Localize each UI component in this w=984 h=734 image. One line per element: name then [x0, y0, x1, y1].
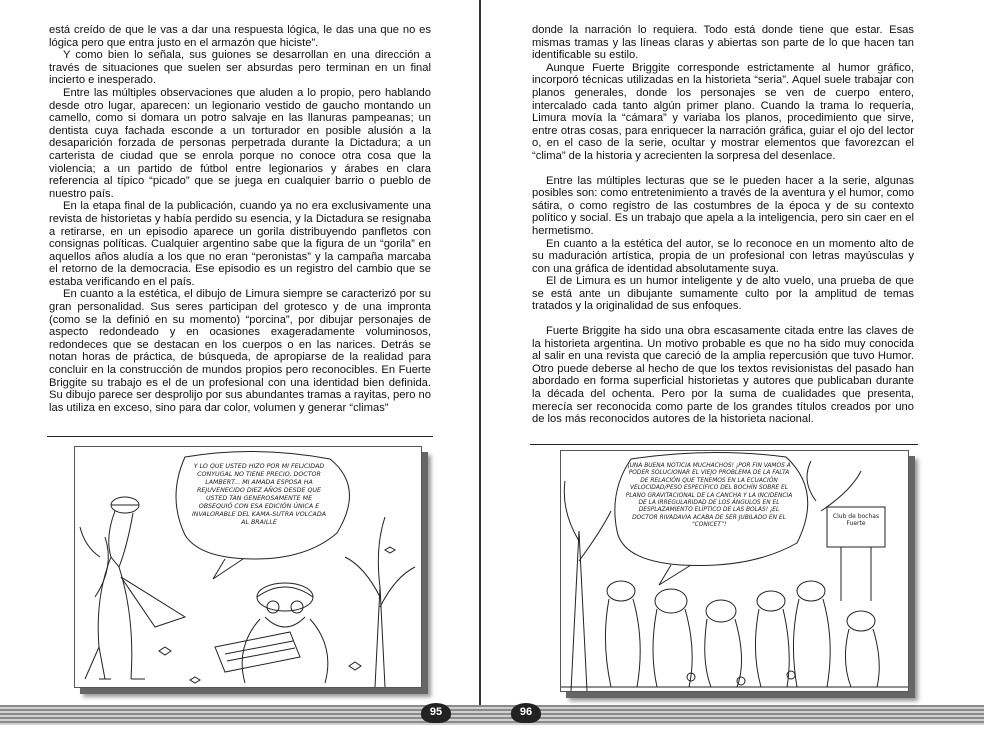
- paragraph: El de Limura es un humor inteligente y de alto vuelo, una prueba de que se está ante un dibujante sumamente culto por la amplitud de temas tratados y la originalidad de sus enfoques.: [532, 275, 914, 313]
- page-gutter: [479, 0, 481, 712]
- paragraph: Fuerte Briggite ha sido una obra escasamente citada entre las claves de la historieta argentina. Un motivo probable es que no ha sido muy conocida al salir en una revista que careció de la amplia repercusión que tuvo Humor. Otro puede deberse al hecho de que los textos revisionistas del pasado han abordado en forma superficial historietas y autores que publicaban durante la década del ochenta. Pero por la suma de cualidades que presenta, merecía ser reconocida como parte de los grandes títulos creados por uno de los más reconocidos autores de la historieta nacional.: [532, 325, 914, 426]
- page-number-badge-left: 95: [421, 703, 451, 723]
- paragraph: Entre las múltiples lecturas que se le pueden hacer a la serie, algunas posibles son: como entretenimiento a través de la aventura y el humor, como sátira, o como registro de las costumbres de la época y de su contexto político y social. Es un trabajo que apela a la inteligencia, pero sin caer en el hermetismo.: [532, 174, 914, 237]
- speech-bubble-text: Y LO QUE USTED HIZO POR MI FELICIDAD CONYUGAL NO TIENE PRECIO, DOCTOR LAMBERT... MI AMADA ESPOSA HA REJUVENECIDO DIEZ AÑOS DESDE QUE USTED TAN GENEROSAMENTE ME OBSEQUIÓ CON ESA EDICIÓN ÚNICA E INVALORABLE DEL KAMA-SUTRA VOLCADA AL BRAILLE: [191, 463, 327, 526]
- paragraph: está creído de que le vas a dar una respuesta lógica, le das una que no es lógica pero que entra justo en el armazón que hiciste”.: [49, 24, 431, 49]
- paragraph: En cuanto a la estética del autor, se lo reconoce en un momento alto de su maduración artística, propia de un profesional con letras mayúsculas y con una gráfica de identidad absolutamente suya.: [532, 237, 914, 275]
- paragraph: En la etapa final de la publicación, cuando ya no era exclusivamente una revista de historietas y había perdido su esencia, y la Dictadura se resignaba a retirarse, en un episodio aparece un gorila distribuyendo panfletos con consignas políticas. Cualquier argentino sabe que la figura de un “gorila” en aquellos años aludía a los que no eran “peronistas” y la campaña marcaba el retorno de la democracia. Ese episodio es un registro del cambio que se estaba verificando en el país.: [49, 200, 431, 288]
- cartoon-illustration: [560, 450, 909, 692]
- page-number-badge-right: 96: [511, 703, 541, 723]
- left-page: [0, 0, 480, 734]
- right-page: [482, 0, 984, 734]
- divider: [47, 436, 433, 437]
- paragraph: Y como bien lo señala, sus guiones se desarrollan en una dirección a través de situaciones que suelen ser absurdas pero terminan en un final incierto e inesperado.: [49, 49, 431, 87]
- left-page-text: [49, 24, 431, 414]
- footer-stripes: [0, 705, 984, 725]
- paragraph: En cuanto a la estética, el dibujo de Limura siempre se caracterizó por su gran personalidad. Sus seres participan del grotesco y de una impronta (como se la definió en su momento) “porcina”, por dibujar personajes de aspecto redondeado y en ocasiones exageradamente voluminosos, redondeces que se destacan en los cuerpos o en las narices. Detrás se notan horas de práctica, de búsqueda, de apropiarse de la realidad para concluir en la construcción de mundos propios pero reconocibles. En Fuerte Briggite su trabajo es el de un profesional con una identidad bien definida. Su dibujo parece ser desprolijo por sus abundantes tramas a rayitas, pero no las utiliza en exceso, sino para dar color, volumen y generar “climas”: [49, 288, 431, 414]
- paragraph: donde la narración lo requiera. Todo está donde tiene que estar. Esas mismas tramas y las líneas claras y abiertas son parte de lo que hacen tan identificable su estilo.: [532, 24, 914, 62]
- paragraph: Entre las múltiples observaciones que aluden a lo propio, pero hablando desde otro lugar, aparecen: un legionario vestido de gaucho montando un camello, como si domara un potro salvaje en las llanuras pampeanas; un dentista cuya fachada esconde a un torturador en posible alusión a la desaparición forzada de personas perpetrada durante la Dictadura; a un carterista de ciudad que se enrola porque no conoce otra cosa que la violencia; a un partido de fútbol entre legionarios y árabes en clara referencia al típico “picado” que se juega en cualquier barrio o pueblo de nuestro país.: [49, 86, 431, 200]
- speech-bubble-text: ¡UNA BUENA NOTICIA MUCHACHOS! ¡POR FIN VAMOS A PODER SOLUCIONAR EL VIEJO PROBLEMA DE LA FALTA DE RELACIÓN QUE TENEMOS EN LA ECUACIÓN VELOCIDAD/PESO ESPECÍFICO DEL BOCHÍN SOBRE EL PLANO GRAVITACIONAL DE LA CANCHA Y LA INCIDENCIA DE LA IRREGULARIDAD DE LOS ÁNGULOS EN EL DESPLAZAMIENTO ELÍPTICO DE LAS BOLAS! ¡EL DOCTOR RIVADAVIA ACABA DE SER JUBILADO EN EL “CONICET”!: [625, 463, 793, 529]
- cartoon-illustration: [74, 446, 422, 688]
- club-sign-text: Club de bochas Fuerte: [832, 513, 880, 527]
- right-page-text: [532, 24, 914, 426]
- paragraph: Aunque Fuerte Briggite corresponde estrictamente al humor gráfico, incorporó técnicas utilizadas en la historieta “seria”. Aquel suele trabajar con planos generales, donde los personajes se ven de cuerpo entero, intercalado cada tanto algún primer plano. Cuando la trama lo requería, Limura movía la “cámara” y variaba los planos, procedimiento que sirve, entre otras cosas, para enriquecer la narración gráfica, guiar el ojo del lector o, en el caso de la serie, ocultar y mostrar elementos que favorezcan el “clima” de la historia y acrecienten la sorpresa del desenlace.: [532, 61, 914, 162]
- divider: [530, 444, 918, 445]
